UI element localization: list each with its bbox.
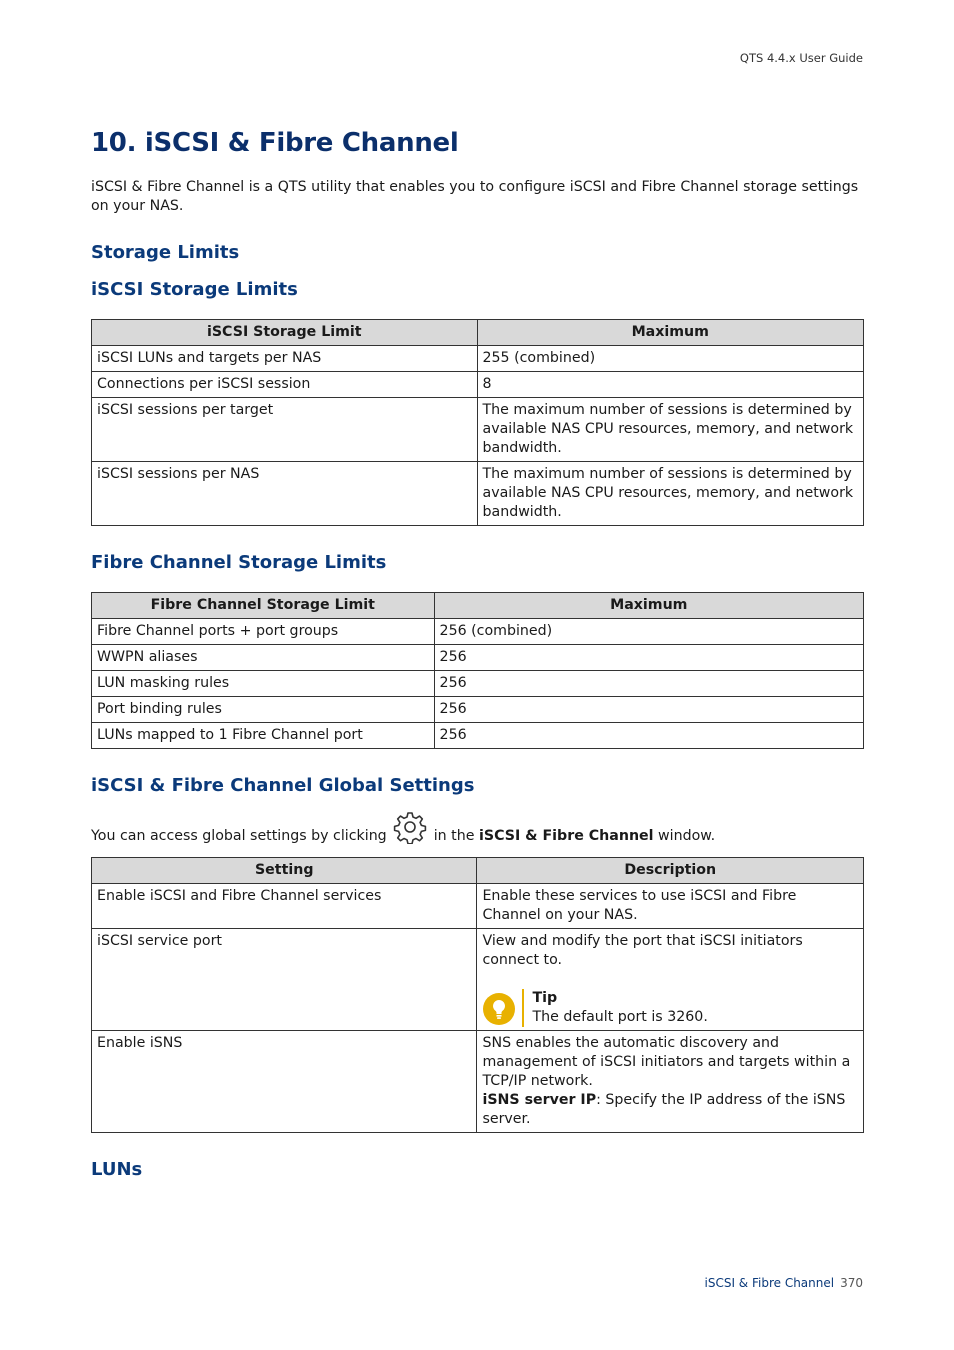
table-cell: 8 — [477, 372, 864, 398]
service-port-description: View and modify the port that iSCSI initiators connect to. — [482, 933, 803, 968]
table-cell: Fibre Channel ports + port groups — [92, 619, 435, 645]
lightbulb-icon — [482, 992, 516, 1026]
table-cell: The maximum number of sessions is determined by available NAS CPU resources, memory, and network bandwidth. — [477, 398, 864, 462]
fc-limits-table — [91, 592, 864, 749]
tip-callout — [482, 989, 857, 1027]
table-cell: 256 (combined) — [434, 619, 863, 645]
table-cell: 256 — [434, 697, 863, 723]
table-cell: LUN masking rules — [92, 671, 435, 697]
table-row — [92, 372, 864, 398]
table-cell: iSCSI sessions per NAS — [92, 462, 478, 526]
table-row — [92, 1031, 864, 1133]
page-footer — [705, 1276, 864, 1290]
table-cell — [477, 1031, 864, 1133]
table-cell: WWPN aliases — [92, 645, 435, 671]
table-row — [92, 462, 864, 526]
storage-limits-heading: Storage Limits — [91, 242, 240, 263]
table-row — [92, 645, 864, 671]
table-row — [92, 398, 864, 462]
access-suffix: window. — [658, 828, 716, 844]
running-header: QTS 4.4.x User Guide — [739, 51, 863, 65]
table-cell: Port binding rules — [92, 697, 435, 723]
page-number: 370 — [840, 1276, 863, 1290]
fc-limits-heading: Fibre Channel Storage Limits — [91, 552, 387, 573]
table-cell: iSCSI sessions per target — [92, 398, 478, 462]
global-settings-heading: iSCSI & Fibre Channel Global Settings — [91, 775, 475, 796]
table-header: Description — [477, 858, 864, 884]
table-cell: iSCSI service port — [92, 929, 477, 1031]
isns-server-ip-label: iSNS server IP — [482, 1092, 597, 1108]
table-cell: Connections per iSCSI session — [92, 372, 478, 398]
footer-section: iSCSI & Fibre Channel — [704, 1276, 835, 1290]
table-cell: 256 — [434, 723, 863, 749]
global-settings-table — [91, 857, 864, 1133]
luns-heading: LUNs — [91, 1159, 143, 1180]
table-cell: Enable iSNS — [92, 1031, 477, 1133]
access-prefix: You can access global settings by clicking — [91, 828, 387, 844]
access-middle: in the — [433, 828, 475, 844]
table-header: iSCSI Storage Limit — [92, 320, 478, 346]
isns-description: SNS enables the automatic discovery and management of iSCSI initiators and targets within a TCP/IP network. — [482, 1035, 851, 1089]
isns-server-ip — [482, 1091, 857, 1129]
table-row — [92, 346, 864, 372]
global-settings-access-text — [91, 810, 864, 846]
table-row — [92, 884, 864, 929]
page-content — [91, 128, 864, 1180]
table-cell: 256 — [434, 645, 863, 671]
table-cell: Enable these services to use iSCSI and Fibre Channel on your NAS. — [477, 884, 864, 929]
tip-divider — [522, 989, 524, 1027]
table-row — [92, 929, 864, 1031]
table-row — [92, 619, 864, 645]
table-row — [92, 671, 864, 697]
table-row — [92, 697, 864, 723]
table-cell: LUNs mapped to 1 Fibre Channel port — [92, 723, 435, 749]
table-cell: 255 (combined) — [477, 346, 864, 372]
table-cell: 256 — [434, 671, 863, 697]
table-header: Maximum — [434, 593, 863, 619]
table-cell: The maximum number of sessions is determined by available NAS CPU resources, memory, and network bandwidth. — [477, 462, 864, 526]
table-cell: iSCSI LUNs and targets per NAS — [92, 346, 478, 372]
table-cell — [477, 929, 864, 1031]
chapter-intro: iSCSI & Fibre Channel is a QTS utility that enables you to configure iSCSI and Fibre Channel storage settings on your NAS. — [91, 179, 859, 214]
isns-server-ip-text: : Specify the IP address of the iSNS server. — [482, 1092, 846, 1127]
tip-title: Tip — [532, 990, 558, 1006]
tip-text: The default port is 3260. — [532, 1009, 708, 1025]
table-header: Maximum — [477, 320, 864, 346]
chapter-title: 10. iSCSI & Fibre Channel — [91, 128, 459, 158]
gear-icon — [393, 810, 427, 844]
table-header: Fibre Channel Storage Limit — [92, 593, 435, 619]
table-row — [92, 723, 864, 749]
tip-content — [532, 989, 707, 1027]
access-window-name: iSCSI & Fibre Channel — [478, 828, 654, 844]
iscsi-limits-heading: iSCSI Storage Limits — [91, 279, 298, 300]
table-header: Setting — [92, 858, 477, 884]
iscsi-limits-table — [91, 319, 864, 526]
table-cell: Enable iSCSI and Fibre Channel services — [92, 884, 477, 929]
